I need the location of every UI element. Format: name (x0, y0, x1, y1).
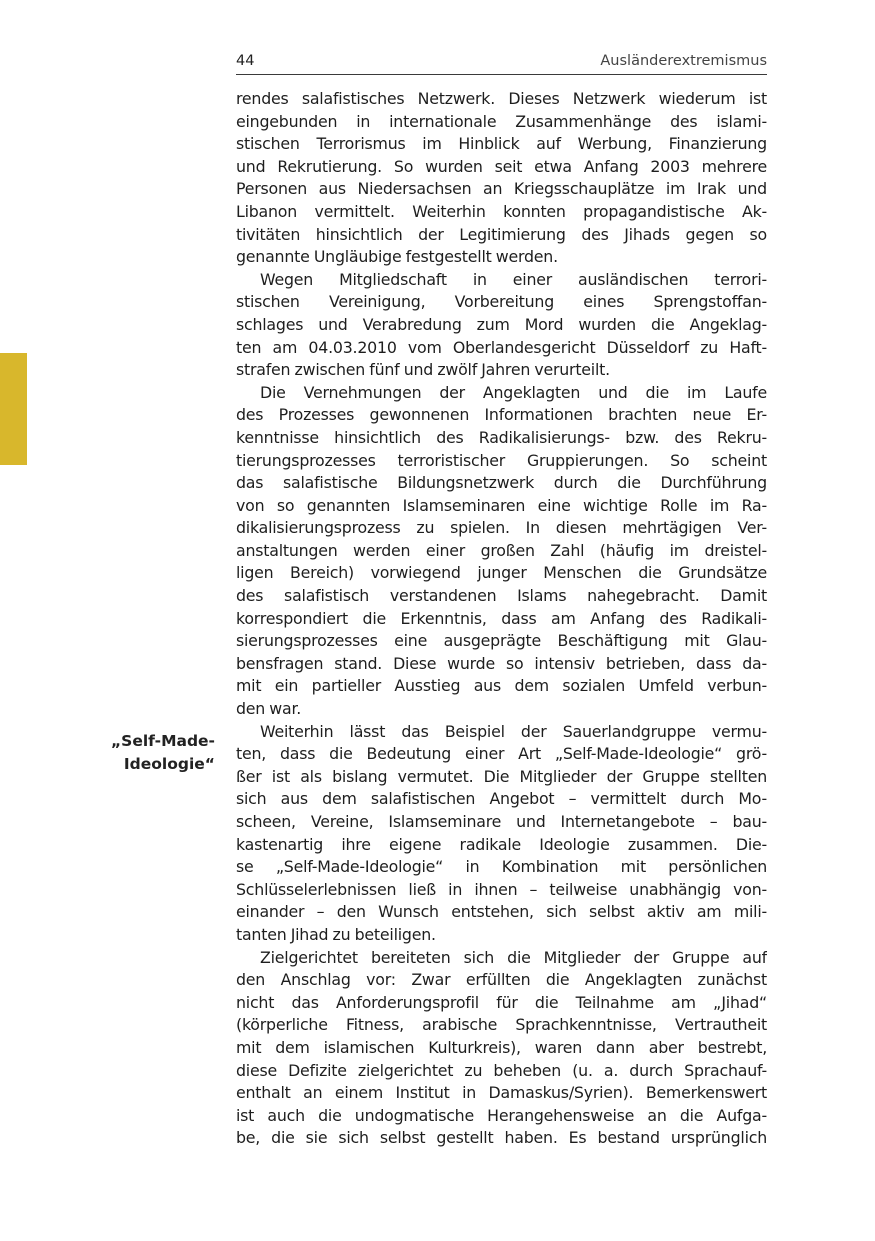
text-line: des salafistisch verstandenen Islams nahegebracht. Damit (236, 586, 767, 606)
text-line: ßer ist als bislang vermutet. Die Mitglieder der Gruppe stellten (236, 766, 767, 786)
paragraph (236, 88, 767, 269)
chapter-thumb-tab (0, 353, 27, 465)
text-line: mit ein partieller Ausstieg aus dem sozialen Umfeld verbun- (236, 676, 767, 696)
text-line: mit dem islamischen Kulturkreis), waren dann aber bestrebt, (236, 1037, 767, 1057)
text-line: das salafistische Bildungsnetzwerk durch die Durchführung (236, 473, 767, 493)
text-line: Zielgerichtet bereiteten sich die Mitglieder der Gruppe auf (260, 947, 767, 967)
margin-note-line: Ideologie“ (123, 754, 215, 773)
text-line: tierungsprozesses terroristischer Gruppierungen. So scheint (236, 450, 767, 470)
text-line: Die Vernehmungen der Angeklagten und die im Laufe (260, 382, 767, 402)
text-line: sich aus dem salafistischen Angebot – vermittelt durch Mo- (236, 789, 767, 809)
text-line: schlages und Verabredung zum Mord wurden die Angeklag- (236, 314, 767, 334)
text-line: bensfragen stand. Diese wurde so intensiv betrieben, dass da- (236, 653, 767, 673)
text-line: ist auch die undogmatische Herangehensweise an die Aufga- (236, 1105, 767, 1125)
text-line: des Prozesses gewonnenen Informationen brachten neue Er- (236, 405, 767, 425)
text-line: kenntnisse hinsichtlich des Radikalisierungs- bzw. des Rekru- (236, 427, 767, 447)
text-line: Libanon vermittelt. Weiterhin konnten propagandistische Ak- (236, 201, 767, 221)
text-line: den Anschlag vor: Zwar erfüllten die Angeklagten zunächst (236, 970, 767, 990)
paragraph (236, 721, 767, 947)
text-line: se „Self-Made-Ideologie“ in Kombination mit persönlichen (236, 857, 767, 877)
body-text (236, 88, 767, 1150)
text-line: dikalisierungsprozess zu spielen. In diesen mehrtägigen Ver- (236, 518, 767, 538)
text-line: ten am 04.03.2010 vom Oberlandesgericht Düsseldorf zu Haft- (236, 337, 767, 357)
text-line: tivitäten hinsichtlich der Legitimierung des Jihads gegen so (236, 224, 767, 244)
text-line: korrespondiert die Erkenntnis, dass am Anfang des Radikali- (236, 608, 767, 628)
text-line: strafen zwischen fünf und zwölf Jahren verurteilt. (236, 360, 610, 380)
margin-note (65, 730, 215, 775)
text-line: anstaltungen werden einer großen Zahl (häufig im dreistel- (236, 540, 767, 560)
text-line: Wegen Mitgliedschaft in einer ausländischen terrori- (260, 269, 767, 289)
text-line: von so genannten Islamseminaren eine wichtige Rolle im Ra- (236, 495, 767, 515)
text-line: ligen Bereich) vorwiegend junger Menschen die Grundsätze (236, 563, 767, 583)
text-line: Schlüsselerlebnissen ließ in ihnen – teilweise unabhängig von- (236, 879, 767, 899)
paragraph (236, 269, 767, 382)
text-line: (körperliche Fitness, arabische Sprachkenntnisse, Vertrautheit (236, 1015, 767, 1035)
text-line: tanten Jihad zu beteiligen. (236, 924, 436, 944)
text-line: den war. (236, 699, 302, 719)
text-line: nicht das Anforderungsprofil für die Teilnahme am „Jihad“ (236, 992, 767, 1012)
text-line: be, die sie sich selbst gestellt haben. Es bestand ursprünglich (236, 1128, 767, 1148)
running-head: Ausländerextremismus (600, 53, 767, 69)
text-line: Weiterhin lässt das Beispiel der Sauerlandgruppe vermu- (260, 721, 767, 741)
paragraph (236, 382, 767, 721)
paragraph (236, 947, 767, 1150)
page-number: 44 (236, 53, 255, 69)
text-line: Personen aus Niedersachsen an Kriegsschauplätze im Irak und (236, 179, 767, 199)
text-line: rendes salafistisches Netzwerk. Dieses Netzwerk wiederum ist (236, 89, 767, 108)
text-line: diese Defizite zielgerichtet zu beheben (u. a. durch Sprachauf- (236, 1060, 767, 1080)
text-line: kastenartig ihre eigene radikale Ideologie zusammen. Die- (236, 834, 767, 854)
page-header (236, 50, 767, 75)
margin-note-line: „Self-Made- (110, 732, 215, 750)
text-line: genannte Ungläubige festgestellt werden. (236, 247, 558, 267)
text-line: einander – den Wunsch entstehen, sich selbst aktiv am mili- (236, 902, 767, 922)
text-line: ten, dass die Bedeutung einer Art „Self-Made-Ideologie“ grö- (236, 744, 767, 764)
text-line: scheen, Vereine, Islamseminare und Internetangebote – bau- (236, 812, 767, 831)
text-line: eingebunden in internationale Zusammenhänge des islami- (236, 111, 767, 131)
text-line: stischen Vereinigung, Vorbereitung eines Sprengstoffan- (236, 292, 767, 312)
text-line: und Rekrutierung. So wurden seit etwa Anfang 2003 mehrere (236, 156, 767, 176)
text-line: stischen Terrorismus im Hinblick auf Werbung, Finanzierung (236, 134, 767, 154)
text-line: enthalt an einem Institut in Damaskus/Syrien). Bemerkenswert (236, 1083, 767, 1103)
text-line: sierungsprozesses eine ausgeprägte Beschäftigung mit Glau- (236, 631, 767, 651)
